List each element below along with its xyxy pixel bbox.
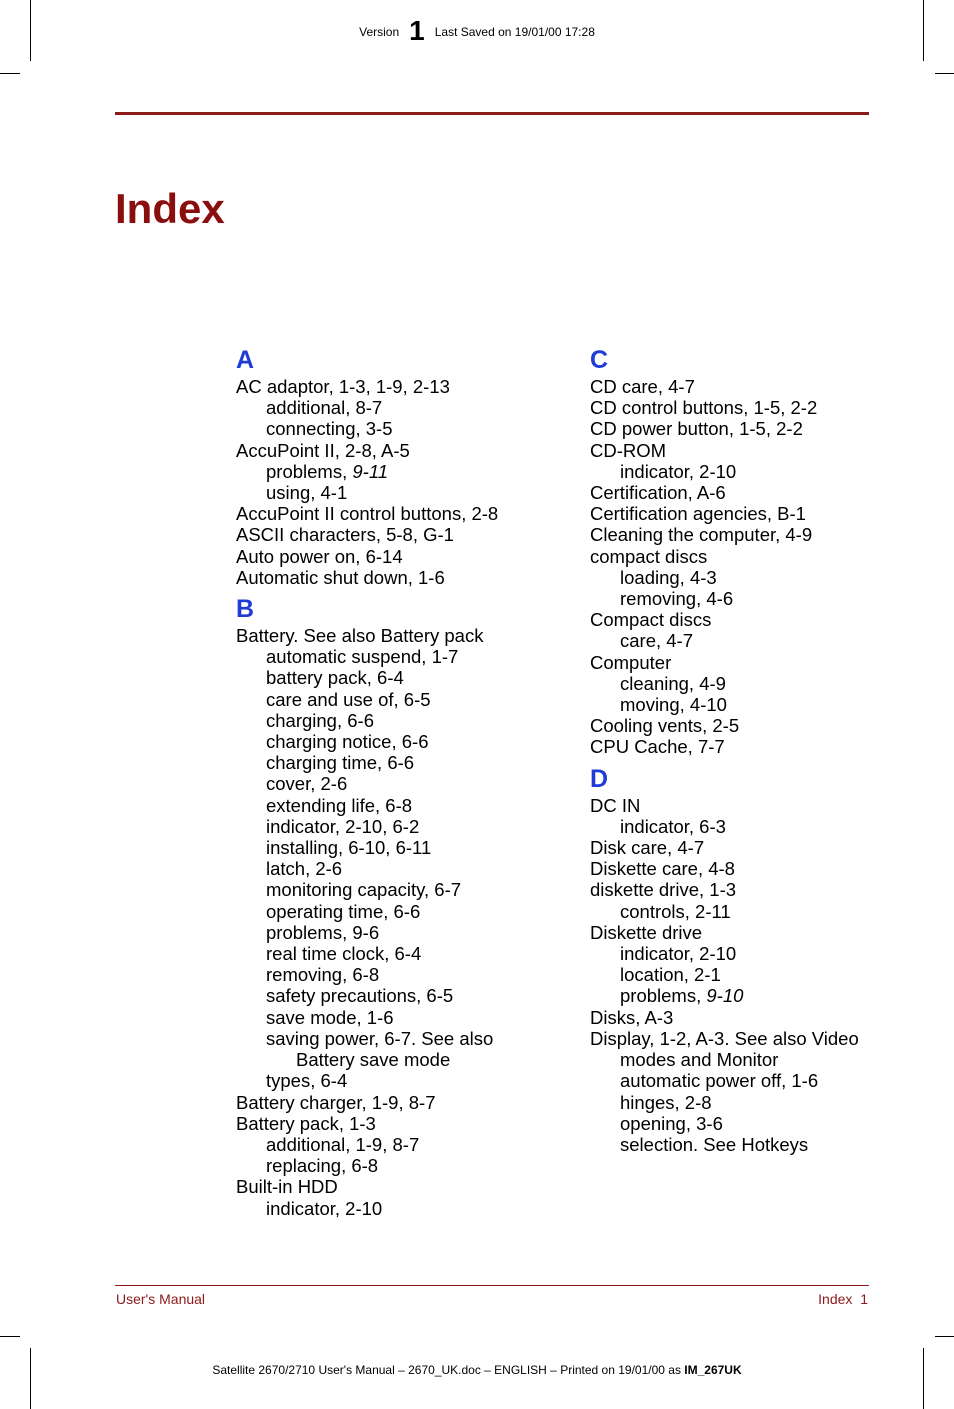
- index-entry: AccuPoint II control buttons, 2-8: [236, 503, 499, 525]
- section-letter-a: A: [236, 346, 255, 374]
- index-subentry: charging notice, 6-6: [266, 731, 429, 753]
- index-entry: Cooling vents, 2-5: [590, 715, 740, 737]
- index-subentry: hinges, 2-8: [620, 1091, 712, 1113]
- index-subentry: safety precautions, 6-5: [266, 985, 454, 1007]
- index-entry: CD care, 4-7: [590, 376, 695, 397]
- section-letter-d: D: [590, 764, 609, 793]
- index-entry: AC adaptor, 1-3, 1-9, 2-13: [236, 376, 450, 397]
- index-subentry: [590, 985, 900, 1006]
- index-subentry: care, 4-7: [620, 630, 694, 652]
- index-subentry: operating time, 6-6: [266, 900, 421, 922]
- crop-mark: [935, 73, 954, 74]
- index-entry: Disk care, 4-7: [590, 837, 705, 859]
- index-subentry: [236, 461, 566, 482]
- index-entry: Diskette drive: [590, 921, 703, 943]
- print-info-text: Satellite 2670/2710 User's Manual – 2670_UK.doc – ENGLISH – Printed on 19/01/00 as: [212, 1363, 685, 1377]
- index-entry: Computer: [590, 651, 672, 673]
- index-subentry: charging time, 6-6: [266, 752, 415, 774]
- index-entry: Battery pack, 1-3: [236, 1112, 376, 1134]
- page-title: Index: [115, 185, 225, 232]
- print-info-line: [0, 1363, 954, 1377]
- index-subentry: indicator, 2-10: [266, 1197, 383, 1219]
- index-entry: compact discs: [590, 545, 708, 567]
- index-entry: Diskette care, 4-8: [590, 858, 735, 880]
- index-entry: Certification agencies, B-1: [590, 503, 806, 525]
- footer-page-number: Index 1: [818, 1291, 868, 1307]
- index-subentry: automatic power off, 1-6: [620, 1070, 819, 1092]
- index-subentry: opening, 3-6: [620, 1112, 723, 1134]
- index-subentry: cover, 2-6: [266, 773, 348, 795]
- entry-page-italic: 9-10: [706, 985, 744, 1007]
- index-subentry: cleaning, 4-9: [620, 672, 726, 694]
- document-version-header: [0, 17, 954, 46]
- index-subentry: location, 2-1: [620, 964, 721, 986]
- index-subentry-continued: Battery save mode: [296, 1049, 451, 1071]
- index-subentry: moving, 4-10: [620, 694, 727, 716]
- print-code: IM_267UK: [684, 1363, 742, 1377]
- index-subentry: indicator, 2-10: [620, 460, 737, 482]
- index-subentry: additional, 1-9, 8-7: [266, 1133, 420, 1155]
- index-entry: Battery charger, 1-9, 8-7: [236, 1091, 436, 1113]
- index-subentry: extending life, 6-8: [266, 794, 413, 816]
- entry-text: problems,: [620, 985, 707, 1007]
- entry-page-italic: 9-11: [352, 460, 389, 482]
- index-subentry: removing, 6-8: [266, 964, 380, 986]
- index-subentry: types, 6-4: [266, 1070, 348, 1092]
- index-subentry: real time clock, 6-4: [266, 943, 422, 965]
- footer-rule: [115, 1285, 869, 1286]
- index-subentry: latch, 2-6: [266, 858, 343, 880]
- index-subentry: monitoring capacity, 6-7: [266, 879, 462, 901]
- index-subentry: controls, 2-11: [620, 900, 731, 922]
- index-entry: Automatic shut down, 1-6: [236, 566, 445, 588]
- index-entry: Certification, A-6: [590, 482, 726, 504]
- crop-mark: [923, 1348, 924, 1409]
- index-subentry-continued: modes and Monitor: [620, 1049, 779, 1071]
- index-subentry: battery pack, 6-4: [266, 667, 404, 689]
- index-subentry: using, 4-1: [266, 482, 348, 504]
- index-subentry: connecting, 3-5: [266, 418, 393, 440]
- index-entry: diskette drive, 1-3: [590, 879, 737, 901]
- index-entry: DC IN: [590, 794, 641, 816]
- index-subentry: replacing, 6-8: [266, 1155, 379, 1177]
- index-subentry: selection. See Hotkeys: [620, 1133, 809, 1155]
- header-rule: [115, 112, 869, 115]
- index-entry: Cleaning the computer, 4-9: [590, 524, 813, 546]
- index-column-right: [590, 344, 900, 1155]
- crop-mark: [30, 1348, 31, 1409]
- index-entry: CD control buttons, 1-5, 2-2: [590, 397, 818, 419]
- index-entry: ASCII characters, 5-8, G-1: [236, 524, 454, 546]
- index-subentry: indicator, 2-10, 6-2: [266, 815, 420, 837]
- index-entry: CD power button, 1-5, 2-2: [590, 418, 803, 440]
- index-entry: Auto power on, 6-14: [236, 545, 403, 567]
- version-label: Version: [359, 25, 400, 39]
- footer-manual-title: User's Manual: [116, 1291, 206, 1307]
- section-letter-b: B: [236, 595, 255, 624]
- version-number: 1: [409, 15, 425, 46]
- index-entry: Display, 1-2, A-3. See also Video: [590, 1027, 859, 1049]
- index-subentry: saving power, 6-7. See also: [266, 1027, 494, 1049]
- index-subentry: removing, 4-6: [620, 588, 734, 610]
- crop-mark: [0, 73, 20, 74]
- index-entry: Compact discs: [590, 609, 712, 631]
- index-subentry: additional, 8-7: [266, 397, 383, 419]
- index-entry: Disks, A-3: [590, 1006, 674, 1028]
- index-subentry: installing, 6-10, 6-11: [266, 837, 432, 859]
- index-subentry: indicator, 6-3: [620, 815, 726, 837]
- last-saved: Last Saved on 19/01/00 17:28: [434, 25, 595, 39]
- crop-mark: [935, 1336, 954, 1337]
- index-entry: Battery. See also Battery pack: [236, 625, 484, 647]
- index-entry: AccuPoint II, 2-8, A-5: [236, 439, 410, 461]
- index-entry: CPU Cache, 7-7: [590, 736, 725, 758]
- index-subentry: loading, 4-3: [620, 566, 717, 588]
- index-entry: CD-ROM: [590, 439, 667, 461]
- index-column-left: [236, 344, 566, 1219]
- index-subentry: care and use of, 6-5: [266, 688, 431, 710]
- index-entry: Built-in HDD: [236, 1176, 338, 1198]
- crop-mark: [0, 1336, 20, 1337]
- section-letter-c: C: [590, 346, 609, 374]
- entry-text: problems,: [266, 460, 353, 482]
- index-subentry: indicator, 2-10: [620, 943, 737, 965]
- index-subentry: problems, 9-6: [266, 921, 380, 943]
- index-subentry: save mode, 1-6: [266, 1006, 394, 1028]
- index-subentry: automatic suspend, 1-7: [266, 646, 459, 668]
- index-subentry: charging, 6-6: [266, 709, 374, 731]
